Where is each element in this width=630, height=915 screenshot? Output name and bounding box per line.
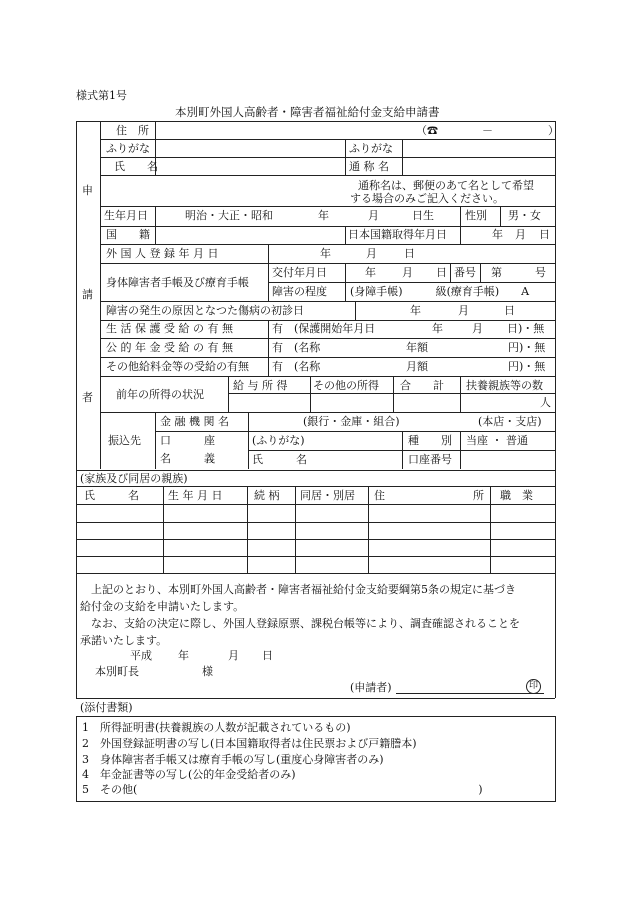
salary-label: 給 与 所 得 xyxy=(233,379,288,392)
income-label: 前年の所得の状況 xyxy=(116,388,204,401)
form-title: 本別町外国人高齢者・障害者福祉給付金支給申請書 xyxy=(175,105,440,119)
pension-amount: 年額 xyxy=(406,341,428,354)
welfare-label: 生 活 保 護 受 給 の 有 無 xyxy=(106,322,233,335)
dob-label: 生年月日 xyxy=(104,209,148,222)
handbook-label: 身体障害者手帳及び療育手帳 xyxy=(106,276,249,289)
attachment-item: 4 年金証書等の写し(公的年金受給者のみ) xyxy=(82,768,296,781)
alien-day: 日 xyxy=(404,247,415,260)
alias-note-line2: する場合のみご記入ください。 xyxy=(350,192,504,205)
declaration-line2: 給付金の支給を申請いたします。 xyxy=(80,600,245,613)
jp-nationality-label: 日本国籍取得年月日 xyxy=(348,228,447,241)
issue-month: 月 xyxy=(402,266,413,279)
other-amount: 月額 xyxy=(406,360,428,373)
jp-year: 年 xyxy=(492,228,503,241)
cause-month: 月 xyxy=(458,304,469,317)
degree-label: 障害の程度 xyxy=(272,285,327,298)
welfare-value: 有 (保護開始年月日 xyxy=(272,322,376,335)
sex-value[interactable]: 男・女 xyxy=(508,209,541,222)
transfer-label: 振込先 xyxy=(108,434,141,447)
number-label: 番号 xyxy=(454,266,476,279)
dob-month: 月 xyxy=(368,209,379,222)
dependents-label: 扶養親族等の数 xyxy=(466,379,543,392)
date-era: 平成 xyxy=(130,649,152,662)
addressee: 本別町長 xyxy=(95,665,139,678)
sex-label: 性別 xyxy=(465,209,487,222)
declaration-line4: 承諾いたします。 xyxy=(80,634,168,647)
side-label-shin: 申 xyxy=(82,184,93,197)
col-occupation: 職 業 xyxy=(500,489,533,502)
pension-value: 有 (名称 xyxy=(272,341,321,354)
family-heading: (家族及び同居の親族) xyxy=(80,472,188,485)
cause-day: 日 xyxy=(504,304,515,317)
account-name: 氏 名 xyxy=(252,453,307,466)
form-number: 様式第1号 xyxy=(76,89,127,102)
address-label: 住 所 xyxy=(116,124,149,137)
welfare-year: 年 xyxy=(432,322,443,335)
type-value[interactable]: 当座 ・ 普通 xyxy=(466,434,528,447)
account-label2: 名 義 xyxy=(160,452,215,465)
side-label-sei: 請 xyxy=(82,288,93,301)
attachment-item: 2 外国登録証明書の写し(日本国籍取得者は住民票および戸籍謄本) xyxy=(82,737,417,750)
jp-day: 日 xyxy=(539,228,550,241)
welfare-month: 月 xyxy=(472,322,483,335)
col-dob: 生 年 月 日 xyxy=(168,489,223,502)
pension-end: 円)・無 xyxy=(508,341,546,354)
issue-date-label: 交付年月日 xyxy=(272,266,327,279)
attachment-item: 1 所得証明書(扶養親族の人数が記載されているもの) xyxy=(82,721,351,734)
other-value: 有 (名称 xyxy=(272,360,321,373)
date-day: 日 xyxy=(262,649,273,662)
alien-reg-label: 外 国 人 登 録 年 月 日 xyxy=(106,247,219,260)
dob-day: 日生 xyxy=(412,209,434,222)
applicant-label: (申請者) xyxy=(350,681,392,694)
col-cohabit: 同居・別居 xyxy=(300,489,355,502)
account-furigana: (ふりがな) xyxy=(252,434,305,447)
seal-mark: 印 xyxy=(526,679,541,694)
total-label: 合 計 xyxy=(400,379,444,392)
welfare-end: 日)・無 xyxy=(507,322,545,335)
type-label: 種 別 xyxy=(408,434,452,447)
attachment-item: 5 その他( ) xyxy=(82,783,483,796)
bank-value: (銀行・金庫・組合) xyxy=(303,415,400,428)
number-value: 第 号 xyxy=(491,266,546,279)
issue-year: 年 xyxy=(365,266,376,279)
col-name: 氏 名 xyxy=(84,489,139,502)
alien-year: 年 xyxy=(320,247,331,260)
address-phone[interactable]: （☎ － ） xyxy=(416,124,559,137)
col-relation: 続 柄 xyxy=(254,489,280,502)
date-month: 月 xyxy=(228,649,239,662)
cause-year: 年 xyxy=(410,304,421,317)
declaration-line3: なお、支給の決定に際し、外国人登録原票、課税台帳等により、調査確認されることを xyxy=(80,617,520,630)
date-year: 年 xyxy=(178,649,189,662)
name-label: 氏 名 xyxy=(114,160,158,173)
jp-month: 月 xyxy=(515,228,526,241)
account-label1: 口 座 xyxy=(160,434,215,447)
other-label: その他給料金等の受給の有無 xyxy=(106,360,249,373)
issue-day: 日 xyxy=(436,266,447,279)
account-no-label: 口座番号 xyxy=(408,453,452,466)
furigana-label: ふりがな xyxy=(106,142,150,155)
other-end: 円)・無 xyxy=(508,360,546,373)
nationality-label: 国 籍 xyxy=(106,228,150,241)
branch-value: (本店・支店) xyxy=(478,415,542,428)
side-label-sha: 者 xyxy=(82,391,93,404)
honorific: 様 xyxy=(202,665,213,678)
degree-value: (身障手帳) 級(療育手帳) A xyxy=(350,285,530,298)
bank-label: 金 融 機 関 名 xyxy=(160,415,229,428)
dependents-unit: 人 xyxy=(540,396,551,409)
col-address: 住 所 xyxy=(374,489,484,502)
dob-eras: 明治・大正・昭和 xyxy=(185,209,273,222)
dob-year: 年 xyxy=(318,209,329,222)
alien-month: 月 xyxy=(366,247,377,260)
declaration-line1: 上記のとおり、本別町外国人高齢者・障害者福祉給付金支給要綱第5条の規定に基づき xyxy=(80,583,516,596)
other-income-label: その他の所得 xyxy=(313,379,379,392)
attachment-item: 3 身体障害者手帳又は療育手帳の写し(重度心身障害者のみ) xyxy=(82,753,384,766)
attachments-heading: (添付書類) xyxy=(80,701,133,714)
cause-label: 障害の発生の原因となつた傷病の初診日 xyxy=(106,304,304,317)
alias-label: 通 称 名 xyxy=(349,160,389,173)
alias-furigana-label: ふりがな xyxy=(349,142,393,155)
alias-note-line1: 通称名は、郵便のあて名として希望 xyxy=(358,179,534,192)
pension-label: 公 的 年 金 受 給 の 有 無 xyxy=(106,341,233,354)
